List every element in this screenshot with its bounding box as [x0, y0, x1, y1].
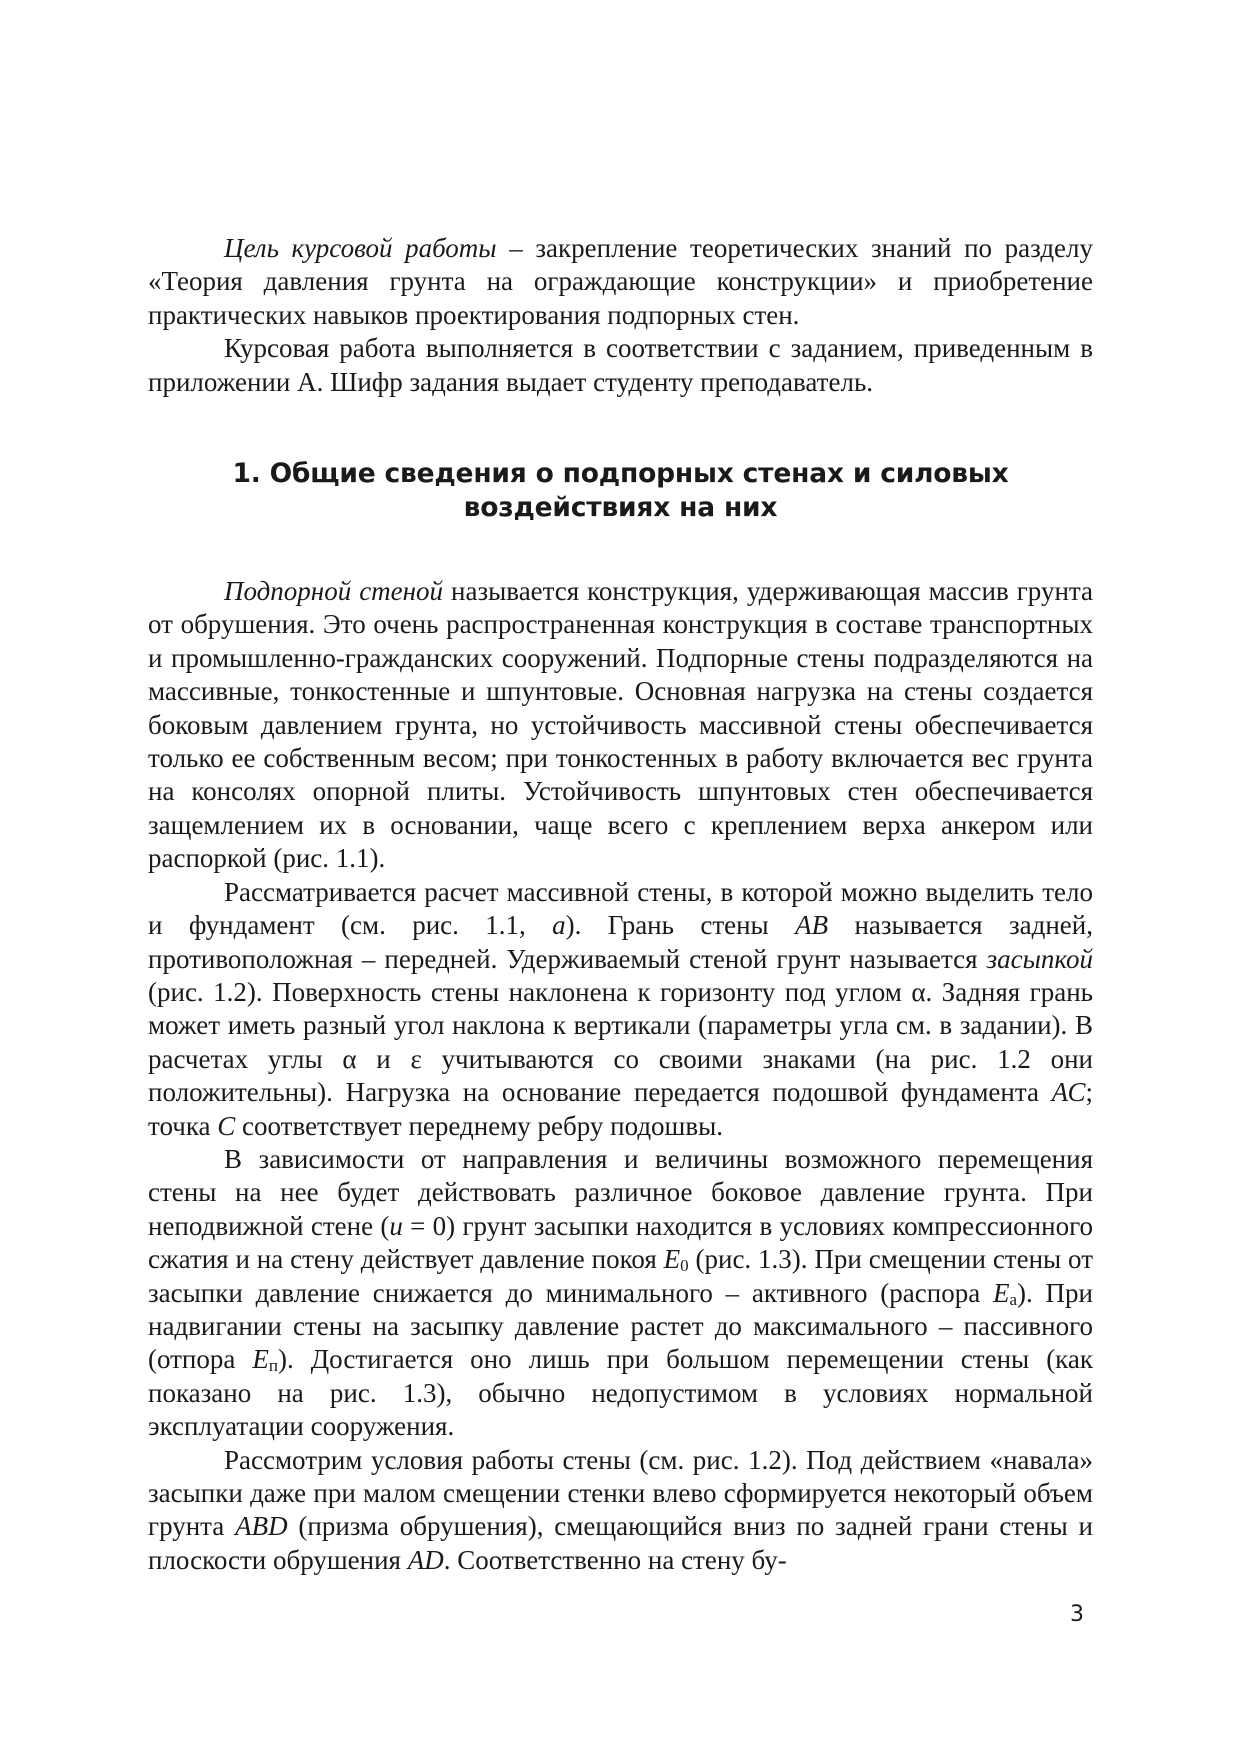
text-run: называется задней, противоположная – передней. Удерживаемый стеной грунт называется — [148, 910, 1093, 974]
paragraph-work-conditions — [148, 1444, 1093, 1578]
document-page — [148, 232, 1093, 1577]
assignment-text: Курсовая работа выполняется в соответствии с заданием, приведенным в приложении А. Шифр задания выдает студенту преподаватель. — [148, 333, 1093, 397]
italic-run: E — [252, 1344, 269, 1375]
text-run: Рассмотрим условия работы стены (см. рис. 1.2). Под действием «навала» засыпки даже при малом смещении стенки влево сформируется некоторый объем грунта — [148, 1444, 1093, 1542]
paragraph-pressure-types — [148, 1143, 1093, 1444]
intro-paragraph-assignment — [148, 332, 1093, 399]
italic-run: E — [992, 1277, 1010, 1308]
text-run: (рис. 1.3). При смещении стены от засыпки давление снижается до минимального – активного (распора — [148, 1244, 1094, 1308]
text-run: ). Достигается оно лишь при большом перемещении стены (как показано на рис. 1.3), обычно недопустимом в условиях нормальной эксплуатации сооружения. — [148, 1344, 1093, 1442]
italic-run: E — [663, 1244, 681, 1275]
text-run: ). Грань стены — [565, 910, 796, 941]
text-run: (рис. 1.2). Поверхность стены наклонена к горизонту под углом α. Задняя грань может иметь разный угол наклона к вертикали (параметры угла см. в задании). В расчетах углы α и ε учитываются со своими знаками (на рис. 1.2 они положительны). Нагрузка на основание передается подошвой фундамента — [148, 976, 1093, 1108]
text-run: (призма обрушения), смещающийся вниз по задней грани стены и плоскости обрушения — [148, 1511, 1093, 1575]
text-run: ; точка — [148, 1077, 1093, 1141]
italic-run: u — [389, 1210, 403, 1241]
subscript: 0 — [680, 1256, 689, 1276]
section-heading-line-1: 1. Общие сведения о подпорных стенах и силовых — [232, 458, 1009, 490]
definition-term: Подпорной стеной — [224, 576, 444, 607]
text-run: = 0) грунт засыпки находится в условиях компрессионного сжатия и на стену действует давление покоя — [148, 1210, 1093, 1275]
paragraph-definition — [148, 575, 1093, 876]
text-run: Рассматривается расчет массивной стены, в которой можно выделить тело и фундамент (см. рис. 1.1, — [148, 876, 1093, 941]
italic-run: АС — [1051, 1077, 1086, 1108]
italic-run: АВ — [795, 910, 829, 941]
italic-run: а — [552, 910, 566, 941]
text-run: ). При надвигании стены на засыпку давление растет до максимального – пассивного (отпора — [148, 1277, 1093, 1375]
italic-run: ABD — [235, 1511, 288, 1542]
definition-text: называется конструкция, удерживающая массив грунта от обрушения. Это очень распространенная конструкция в составе транспортных и промышленно-гражданских сооружений. Подпорные стены подразделяются на массивные, тонкостенные и шпунтовые. Основная нагрузка на стены создается боковым давлением грунта, но устойчивость массивной стены обеспечивается только ее собственным весом; при тонкостенных в работу включается вес грунта на консолях опорной плиты. Устойчивость шпунтовых стен обеспечивается защемлением их в основании, чаще всего с креплением верха анкером или распоркой (рис. 1.1). — [148, 576, 1094, 874]
italic-term-backfill: засыпкой — [986, 943, 1093, 974]
goal-text: – закрепление теоретических знаний по разделу «Теория давления грунта на ограждающие конструкции» и приобретение практических навыков проектирования подпорных стен. — [148, 233, 1094, 330]
italic-run: С — [217, 1110, 236, 1141]
text-run: . Соответственно на стену бу- — [443, 1544, 787, 1575]
section-heading-line-2: воздействиях на них — [463, 492, 778, 524]
section-heading — [148, 457, 1093, 525]
subscript: а — [1009, 1289, 1018, 1309]
text-run: соответствует переднему ребру подошвы. — [235, 1110, 723, 1141]
text-run: В зависимости от направления и величины возможного перемещения стены на нее будет действовать различное боковое давление грунта. При неподвижной стене ( — [148, 1143, 1093, 1241]
intro-paragraph-goal — [148, 232, 1093, 332]
page-number: 3 — [1070, 1602, 1084, 1627]
goal-term: Цель курсовой работы — [224, 233, 497, 263]
italic-run: AD — [407, 1544, 444, 1575]
subscript: п — [268, 1356, 278, 1376]
paragraph-massive-wall — [148, 876, 1093, 1143]
